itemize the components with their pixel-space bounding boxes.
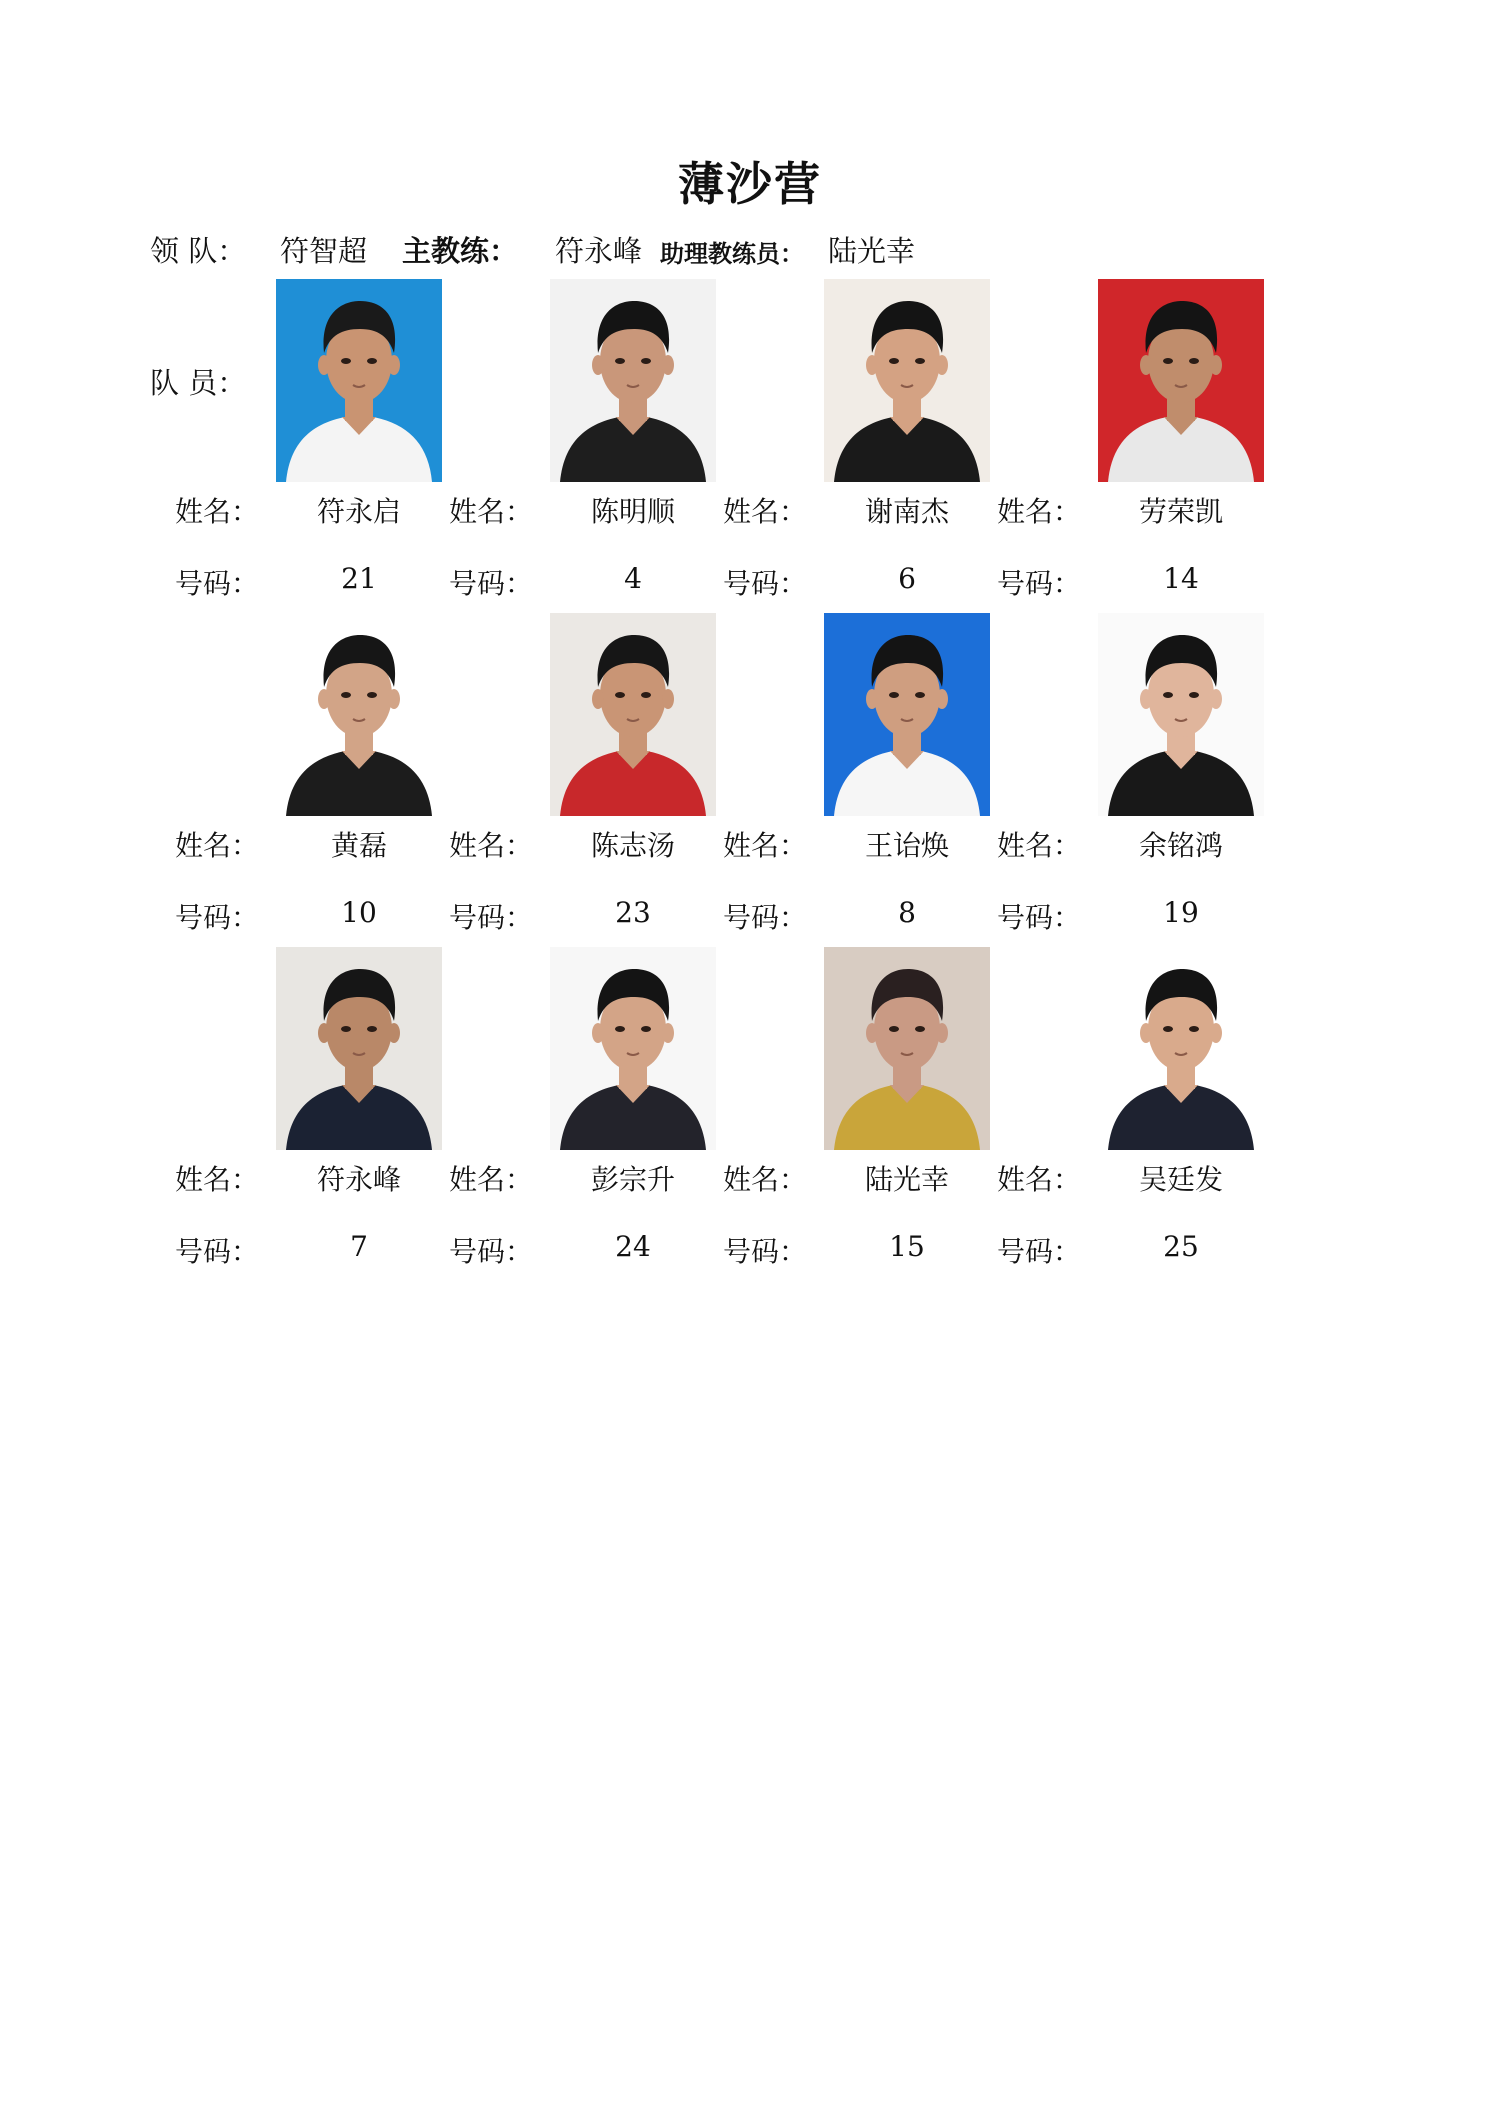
name-label: 姓名：	[175, 495, 260, 528]
name-label: 姓名：	[997, 1163, 1082, 1196]
player-number: 24	[615, 1230, 651, 1263]
name-label: 姓名：	[175, 829, 260, 862]
player-photo	[824, 613, 990, 816]
player-name: 陆光幸	[864, 1163, 949, 1196]
player-card	[449, 947, 722, 1268]
player-photo	[1098, 279, 1264, 482]
player-number: 19	[1163, 896, 1199, 929]
player-photo	[824, 947, 990, 1150]
player-card	[997, 947, 1270, 1268]
player-card	[175, 947, 448, 1268]
coach-label: 主教练：	[402, 234, 519, 268]
number-label: 号码：	[723, 901, 808, 934]
player-card	[997, 613, 1270, 934]
player-name: 黄磊	[330, 829, 387, 862]
name-label: 姓名：	[723, 829, 808, 862]
player-card	[449, 613, 722, 934]
player-number: 7	[350, 1230, 368, 1263]
name-label: 姓名：	[449, 495, 534, 528]
player-photo	[276, 947, 442, 1150]
number-label: 号码：	[997, 1235, 1082, 1268]
name-label: 姓名：	[449, 829, 534, 862]
player-number: 8	[898, 896, 916, 929]
number-label: 号码：	[997, 567, 1082, 600]
coach-name: 符永峰	[555, 234, 643, 268]
player-photo	[550, 613, 716, 816]
player-card	[723, 947, 996, 1268]
player-name: 符永峰	[316, 1163, 401, 1196]
player-number: 14	[1163, 562, 1199, 595]
player-number: 25	[1163, 1230, 1199, 1263]
player-name: 王诒焕	[864, 829, 949, 862]
player-photo	[550, 947, 716, 1150]
assistant-label: 助理教练员：	[660, 240, 804, 268]
player-photo	[276, 613, 442, 816]
player-number: 23	[615, 896, 651, 929]
player-photo	[824, 279, 990, 482]
player-name: 陈明顺	[590, 495, 675, 528]
number-label: 号码：	[175, 901, 260, 934]
name-label: 姓名：	[997, 495, 1082, 528]
player-number: 4	[624, 562, 642, 595]
player-name: 劳荣凯	[1138, 495, 1223, 528]
player-photo	[550, 279, 716, 482]
leader-name: 符智超	[280, 234, 368, 268]
player-photo	[1098, 947, 1264, 1150]
leader-label: 领 队：	[150, 234, 247, 268]
name-label: 姓名：	[997, 829, 1082, 862]
player-card	[723, 279, 996, 600]
player-card	[175, 613, 448, 934]
number-label: 号码：	[449, 567, 534, 600]
player-number: 15	[889, 1230, 925, 1263]
player-name: 余铭鸿	[1138, 829, 1223, 862]
player-number: 6	[898, 562, 916, 595]
player-name: 陈志汤	[590, 829, 675, 862]
player-photo	[276, 279, 442, 482]
player-number: 21	[341, 562, 377, 595]
number-label: 号码：	[175, 1235, 260, 1268]
name-label: 姓名：	[175, 1163, 260, 1196]
name-label: 姓名：	[723, 495, 808, 528]
number-label: 号码：	[997, 901, 1082, 934]
player-number: 10	[341, 896, 377, 929]
name-label: 姓名：	[723, 1163, 808, 1196]
number-label: 号码：	[449, 1235, 534, 1268]
player-card	[997, 279, 1270, 600]
player-card	[449, 279, 722, 600]
page-title: 薄沙营	[678, 157, 822, 211]
number-label: 号码：	[175, 567, 260, 600]
number-label: 号码：	[723, 1235, 808, 1268]
player-card	[723, 613, 996, 934]
player-card	[175, 279, 448, 600]
number-label: 号码：	[449, 901, 534, 934]
assistant-name: 陆光幸	[828, 234, 916, 268]
player-name: 彭宗升	[590, 1163, 675, 1196]
player-name: 符永启	[316, 495, 401, 528]
number-label: 号码：	[723, 567, 808, 600]
player-photo	[1098, 613, 1264, 816]
player-name: 谢南杰	[864, 495, 949, 528]
members-label: 队 员：	[150, 366, 247, 400]
player-name: 吴廷发	[1138, 1163, 1223, 1196]
name-label: 姓名：	[449, 1163, 534, 1196]
